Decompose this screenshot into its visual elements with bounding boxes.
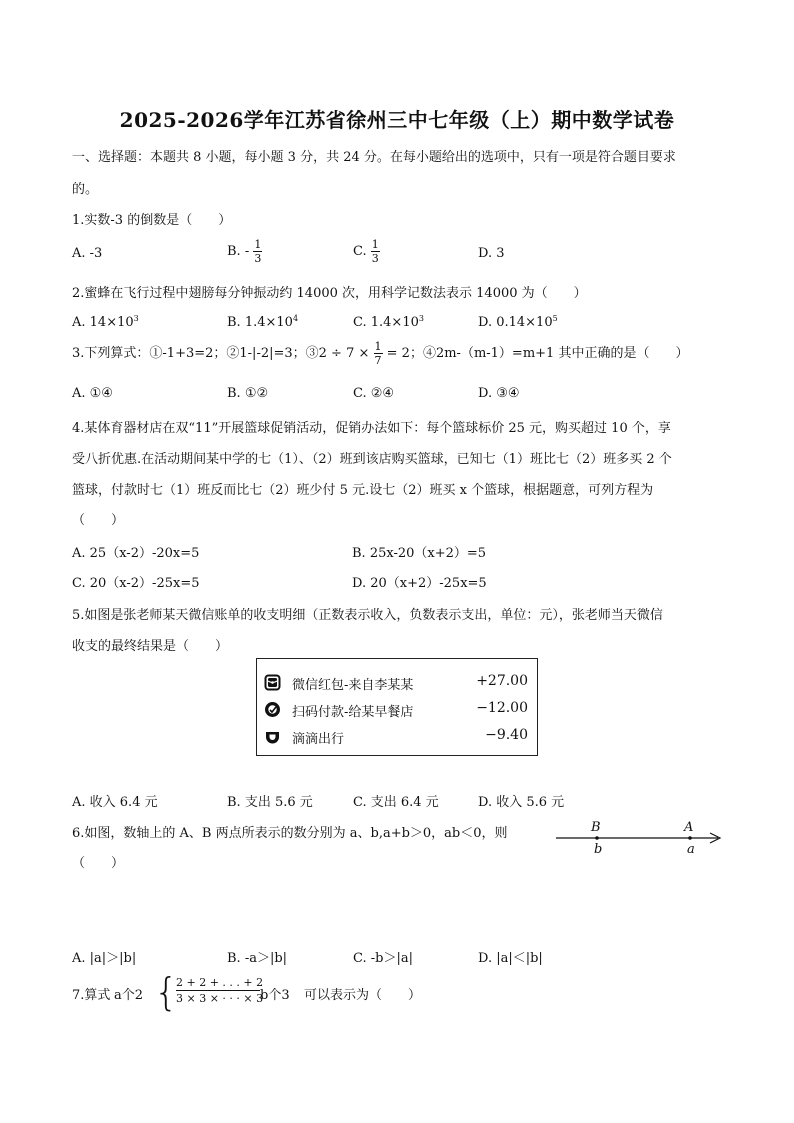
bill-row	[257, 697, 537, 723]
q6-option-a: A. |a|＞|b|	[72, 951, 137, 966]
q4-stem-line2: 受八折优惠.在活动期间某中学的七（1）、（2）班到该店购买篮球，已知七（1）班比七（2）班多买 2 个	[72, 452, 672, 467]
q6-stem-line1: 6.如图，数轴上的 A、B 两点所表示的数分别为 a、b,a+b＞0，ab＜0，则	[72, 826, 508, 841]
q4-option-a: A. 25（x-2）-20x=5	[72, 546, 200, 561]
scan-pay-icon	[264, 701, 281, 718]
q2-option-c: C. $1.4\times 10^3$	[353, 314, 424, 330]
q3-option-d: D. ③④	[478, 386, 520, 401]
q4-stem-line4: （ ）	[72, 513, 125, 528]
bill-row-label: 扫码付款-给某早餐店	[292, 705, 414, 720]
point-b-value: b	[594, 842, 603, 857]
q2-stem: 2.蜜蜂在飞行过程中翅膀每分钟振动约 14000 次，用科学记数法表示 14000 为（ ）	[72, 286, 587, 301]
q4-option-b: B. 25x-20（x+2）=5	[352, 546, 487, 561]
bill-row	[257, 724, 537, 750]
q2-option-d: D. $0.14\times 10^5$	[478, 314, 558, 330]
point-a-value: a	[687, 842, 695, 857]
red-packet-icon	[264, 674, 281, 691]
q5-stem-line2: 收支的最终结果是（ ）	[72, 639, 229, 654]
q4-stem-line3: 篮球，付款时七（1）班反而比七（2）班少付 5 元.设七（2）班买 x 个篮球，根据题意，可列方程为	[72, 483, 654, 498]
q5-option-a: A. 收入 6.4 元	[72, 795, 158, 810]
q3-option-c: C. ②④	[353, 386, 395, 401]
q4-option-d: D. 20（x+2）-25x=5	[352, 576, 487, 591]
q7-denominator: 3 × 3 × · · · × 3	[176, 992, 264, 1005]
number-line	[556, 820, 726, 860]
bill-row	[257, 670, 537, 696]
q7-prefix: 7.算式	[72, 988, 111, 1003]
point-a-label: A	[684, 820, 694, 835]
q5-stem-line1: 5.如图是张老师某天微信账单的收支明细（正数表示收入，负数表示支出，单位：元），张老师当天微信	[72, 608, 663, 623]
section-heading: 一、选择题：本题共 8 小题，每小题 3 分，共 24 分。在每小题给出的选项中，只有一项是符合题目要求	[72, 150, 676, 165]
q7-fraction	[176, 976, 264, 1006]
q3-option-b: B. ①②	[227, 386, 269, 401]
bill-row-amount: +27.00	[476, 673, 528, 689]
q1-option-c	[353, 238, 380, 265]
q5-option-c: C. 支出 6.4 元	[353, 795, 439, 810]
q1-option-b	[227, 238, 262, 265]
q2-option-b: B. $1.4\times 10^4$	[227, 314, 299, 330]
page-title: 2025-2026学年江苏省徐州三中七年级（上）期中数学试卷	[119, 108, 675, 132]
didi-icon	[264, 728, 281, 745]
q5-option-d: D. 收入 5.6 元	[478, 795, 565, 810]
q7-b-label: b个3	[260, 988, 290, 1003]
q6-stem-line2: （ ）	[72, 856, 125, 871]
q5-option-b: B. 支出 5.6 元	[227, 795, 313, 810]
q3-stem: 3.下列算式：①-1+3=2；②1-|-2|=3；③2 ÷ 7 × $\frac{1}{7}$ = 2；④2m-（m-1）=m+1 其中正确的是（ ）	[72, 340, 689, 367]
bill-row-amount: −9.40	[485, 727, 528, 743]
q4-option-c: C. 20（x-2）-25x=5	[72, 576, 200, 591]
q2-option-a: A. $14\times 10^3$	[72, 314, 139, 330]
point-b-label: B	[591, 820, 601, 835]
q7-numerator: 2 + 2 + . . . + 2	[176, 976, 264, 989]
wechat-bill-figure	[256, 658, 538, 756]
number-line-figure	[556, 820, 726, 860]
q1-option-b-prefix: B. -	[227, 244, 250, 259]
q7-brace: {	[154, 970, 179, 1014]
q1-option-d: D. 3	[478, 246, 505, 261]
q6-option-b: B. -a＞|b|	[227, 951, 288, 966]
q1-option-c-prefix: C.	[353, 244, 367, 259]
q1-option-c-fraction: $\frac{1}{3}$	[371, 238, 379, 265]
q4-stem-line1: 4.某体育器材店在双“11”开展篮球促销活动，促销办法如下：每个篮球标价 25 元，购买超过 10 个，享	[72, 421, 671, 436]
section-heading-cont: 的。	[72, 182, 99, 197]
q7-suffix: 可以表示为（ ）	[304, 988, 422, 1003]
q7-a-label: a个2	[114, 988, 144, 1003]
bill-row-label: 滴滴出行	[292, 732, 345, 747]
q3-fraction: $\frac{1}{7}$	[374, 340, 382, 367]
q1-option-b-fraction: $\frac{1}{3}$	[254, 238, 262, 265]
q1-option-a: A. -3	[72, 246, 103, 261]
q6-option-c: C. -b＞|a|	[353, 951, 413, 966]
q3-option-a: A. ①④	[72, 386, 113, 401]
bill-row-label: 微信红包-来自李某某	[292, 678, 414, 693]
q1-stem: 1.实数-3 的倒数是（ ）	[72, 213, 232, 228]
q6-option-d: D. |a|＜|b|	[478, 951, 543, 966]
bill-row-amount: −12.00	[476, 700, 528, 716]
